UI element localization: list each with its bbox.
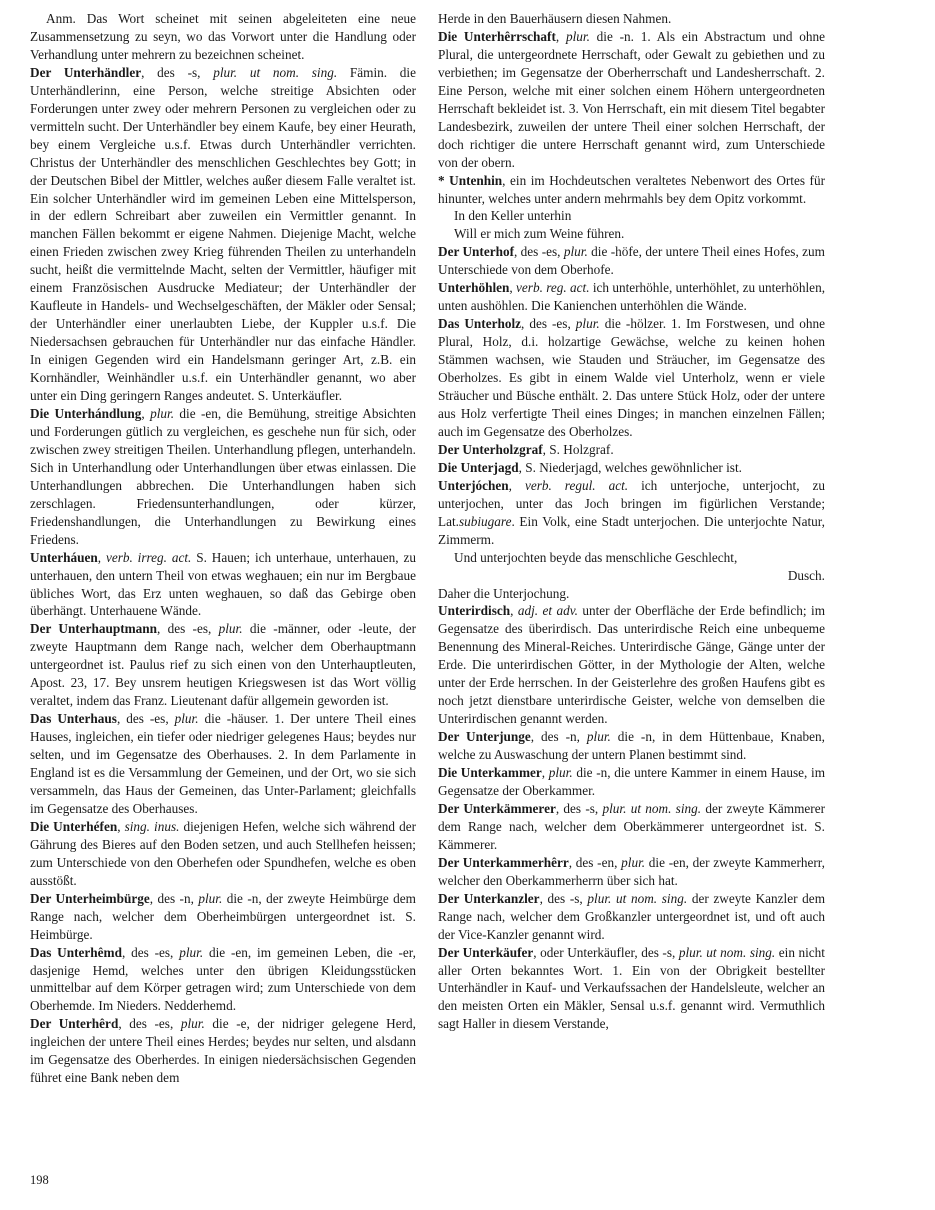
dictionary-entry <box>438 279 825 315</box>
dictionary-entry <box>438 602 825 728</box>
entry-text: ich unterhöhle, unterhöhlet, zu unterhöhlen, unten aushöhlen. Die Kanienchen unterhöhlen die Wände. <box>438 280 826 314</box>
entry-inflection: , des -es, <box>121 944 180 960</box>
entry-inflection: , des -s, <box>539 890 588 906</box>
dictionary-entry <box>30 64 416 405</box>
dictionary-entry <box>438 728 825 764</box>
headword: Der Unterhêrd <box>30 1016 119 1032</box>
grammar-label: plur. <box>150 405 175 421</box>
entry-text: die -männer, oder -leute, der zweyte Hauptmann dem Range nach, welcher dem Oberhauptmann untergeordnet ist. Paulus rief zu sich einen von den Unterhauptleuten, Apost. 23, 17. Bey unsrem heutigen Kriegswesen ist das Wort völlig veraltet, indem das Franz. Lieutenant dafür allgemein geworden ist. <box>30 621 416 709</box>
dictionary-entry <box>438 944 825 1034</box>
dictionary-entry <box>438 441 825 459</box>
entry-text: , S. Niederjagd, welches gewöhnlicher ist. <box>518 459 742 475</box>
dictionary-entry <box>30 890 416 944</box>
entry-inflection: , <box>141 405 151 421</box>
headword: Unterháuen <box>30 549 98 565</box>
right-column <box>438 10 825 1033</box>
entry-text: . Ein Volk, eine Stadt unterjochen. Die unterjochte Natur, Zimmerm. <box>438 513 825 547</box>
entry-text: , S. Holzgraf. <box>542 441 614 457</box>
entry-text: die -n. 1. Als ein Abstractum und ohne Plural, die untergeordnete Herrschaft, oder Gewalt zu gebiethen und zu verbiethen; im Gegensatze der Oberherrschaft und Landesherrschaft. 2. Eine Person, welche mit einer solchen einem Höhern untergeordneten Herrschaft bekleidet ist. 3. Von Herrschaft, ein mit diesem Titel begabter Landesbezirk, zuweilen der untere Theil einer solchen Herrschaft, der doch richtiger die untere Herrschaft genannt wird, zum Unterschiede von der obern. <box>438 28 825 170</box>
headword: Der Unterhändler <box>30 64 142 80</box>
entry-text: unter der Oberfläche der Erde befindlich; im Gegensatze des überirdisch. Das unterirdische Reich eine unbequeme Benennung des Mineral-Reiches. Unterirdische Gänge, Gänge unter der Erde. Die unterirdischen Götter, in der Mythologie der Alten, welche unter der Erde herrschen. In der Geisterlehre des großen Haufens gibt es noch jetzt dienstbare unterirdische Geister, welche von demselben die Unterirdischen genannt werden. <box>438 603 825 727</box>
dictionary-entry <box>30 620 416 710</box>
dictionary-entry <box>438 243 825 279</box>
attribution <box>438 567 825 585</box>
entry-inflection: , <box>508 477 525 493</box>
entry-text: die -en, im gemeinen Leben, die -er, dasjenige Hemd, welches unter den übrigen Kleidungsstücken unmittelbar auf dem Körper getragen wird; zum Unterschiede von dem Oberhemde. Im Nieders. Nedderhemd. <box>30 944 416 1014</box>
headword: Die Unterhándlung <box>30 405 142 421</box>
entry-text: der zweyte Kanzler dem Range nach, welcher dem Großkanzler untergeordnet ist, und oft auch der Vice-Kanzler genannt wird. <box>438 890 825 942</box>
left-column <box>30 10 416 1087</box>
entry-inflection: , <box>555 28 566 44</box>
entry-inflection: , des -es, <box>116 711 175 727</box>
entry-text: Anm. Das Wort scheinet mit seinen abgeleiteten eine neue Zusammensetzung zu seyn, wo das Vorwort unter die Handlung oder Verhandlung unter mehrern zu bezeichnen scheinet. <box>30 11 416 62</box>
dictionary-entry <box>438 800 825 854</box>
grammar-label: plur. ut nom. sing. <box>587 890 688 906</box>
dictionary-entry <box>438 10 825 28</box>
grammar-label: plur. <box>179 944 204 960</box>
dictionary-entry <box>438 28 825 172</box>
headword: Der Unterhauptmann <box>30 621 158 637</box>
dictionary-entry <box>438 585 825 603</box>
grammar-label: plur. <box>621 854 646 870</box>
grammar-label: plur. <box>198 890 223 906</box>
headword: Der Unterkanzler <box>438 890 540 906</box>
verse-line <box>438 207 825 225</box>
entry-inflection: , des -en, <box>568 854 622 870</box>
headword: Das Unterholz <box>438 316 522 332</box>
entry-text: Fämin. die Unterhändlerinn, eine Person, welche streitige Absichten oder Forderungen unter zwey oder mehrern Personen zu vergleichen oder zu vermitteln sucht. Der Unterhändler bey einem Kaufe, bey einer Heurath, bey einem Vergleiche u.s.f. Etwas durch Unterhändler verrichten. Christus der Unterhändler des menschlichen Geschlechtes bey Gott; in der Deutschen Bibel der Mittler, welches außer diesem Falle veraltet ist. Ein solcher Unterhändler wird im gemeinen Leben eine Mittelsperson, in der edlern Schreibart aber zuweilen ein Vermittler genannt. In manchen Fällen bekommt er eigene Nahmen. Diejenige Macht, welche einen Frieden zwischen zwey Krieg führenden Theilen zu unterhandeln sucht, heißt die vermittelnde Macht, selten der Vermittler, häufiger mit einem Französischen Ausdrucke Mediateur; der Unterhändler der Kaufleute in Handels- und Wechselgeschäften, der Mäkler oder Sensal; der Unterhändler einer unerlaubten Liebe, der Kuppler u.s.f. Die Niedersachsen gebrauchen für Unterhändler nur das einfache Händler. In einigen Gegenden wird ein Handelsmann geringer Art, z.B. ein Kornhändler, Weinhändler u.s.f. ein Unterhändler genannt, wo aber unter ein Ding geringern Ranges andeutet. S. Unterkäufler. <box>30 64 416 404</box>
headword: Unterhöhlen <box>438 280 510 296</box>
grammar-label: plur. ut nom. sing. <box>678 944 776 960</box>
entry-inflection: , <box>510 603 518 619</box>
entry-text: der zweyte Kämmerer dem Range nach, welcher dem Oberkämmerer untergeordnet ist. S. Kämmerer. <box>438 800 825 852</box>
entry-inflection: , oder Unterkäufler, des -s, <box>533 944 679 960</box>
entry-inflection: , des -s, <box>141 64 214 80</box>
entry-text: die -höfe, der untere Theil eines Hofes, zum Unterschiede von dem Oberhofe. <box>438 244 825 278</box>
verse-line <box>438 225 825 243</box>
grammar-label: adj. et adv. <box>517 603 578 619</box>
entry-text: die -hölzer. 1. Im Forstwesen, und ohne Plural, Holz, d.i. holzartige Gewächse, welche zu keinen hohen Stämmen wachsen, wie Stauden und Sträucher, im Gegensatze des Oberholzes. Es gibt in einem Walde viel Unterholz, wenn er viele Sträucher und Büsche enthält. 2. Das untere Stück Holz, oder der untere aus Holz verfertigte Theil eines Dinges; in manchen einzelnen Fällen; auch im Gegensatze des Oberholzes. <box>438 316 825 439</box>
dictionary-entry <box>438 477 825 549</box>
headword: Die Unterhéfen <box>30 818 118 834</box>
grammar-label: plur. <box>563 244 588 260</box>
entry-text: die -n, in dem Hüttenbaue, Knaben, welche zu Auswaschung der untern Planen bestimmt sind. <box>438 729 825 763</box>
entry-text: die -n, der zweyte Heimbürge dem Range nach, welcher dem Oberheimbürgen untergeordnet ist. S. Heimbürge. <box>30 890 416 942</box>
dictionary-entry <box>438 315 825 441</box>
grammar-label: plur. <box>586 729 611 745</box>
headword: Der Unterkäufer <box>438 944 534 960</box>
entry-text: die -en, die Bemühung, streitige Absichten und Forderungen gütlich zu vergleichen, es geschehe nun für sich, oder zwischen zwey streitigen Theilen. Unterhandlung pflegen, unterhandeln. Sich in Unterhandlung oder Unterhandlungen über etwas einlassen. Die Unterhandlungen abbrechen. Die Unterhandlungen haben sich zerschlagen. Friedensunterhandlungen, oder kürzer, Friedenshandlungen, die Unterhandlungen zu Bewirkung eines Friedens. <box>30 405 416 547</box>
entry-inflection: , des -es, <box>157 621 219 637</box>
headword: Die Unterkammer <box>438 765 542 781</box>
entry-inflection: , des -n, <box>149 890 199 906</box>
grammar-label: verb. regul. act. <box>524 477 629 493</box>
entry-inflection: , des -s, <box>555 800 603 816</box>
entry-text: Daher die Unterjochung. <box>438 585 570 601</box>
entry-text: Und unterjochten beyde das menschliche Geschlecht, <box>454 549 738 565</box>
entry-text: diejenigen Hefen, welche sich während der Gährung des Bieres auf den Boden setzen, und auch Stellhefen heissen; zum Unterschiede von den Oberhefen oder Spundhefen, welche es oben ausstößt. <box>30 818 417 888</box>
dictionary-entry <box>438 890 825 944</box>
headword: Der Unterjunge <box>438 729 531 745</box>
entry-text: , ein im Hochdeutschen veraltetes Nebenwort des Ortes für hinunter, welches unter andern mehrmahls bey dem Opitz vorkommt. <box>438 172 825 206</box>
grammar-label: plur. ut nom. sing. <box>213 64 338 80</box>
headword: Die Unterjagd <box>438 459 519 475</box>
entry-inflection: , <box>117 818 125 834</box>
dictionary-entry <box>438 172 825 208</box>
headword: Das Unterhêmd <box>30 944 122 960</box>
dictionary-entry <box>438 764 825 800</box>
dictionary-entry <box>30 10 416 64</box>
headword: Unterjóchen <box>438 477 509 493</box>
headword: Der Unterholzgraf <box>438 441 543 457</box>
entry-text: die -n, die untere Kammer in einem Hause, im Gegensatze der Oberkammer. <box>438 765 825 798</box>
headword: Die Unterhêrrschaft <box>438 28 556 44</box>
entry-text: S. Hauen; ich unterhaue, unterhauen, zu unterhauen, den untern Theil von etwas weghauen; ein nur im Bergbaue übliches Wort, das Erz unten weghauen, so daß das Gebirge oben überhängt. Unterhauene Wände. <box>30 549 416 619</box>
headword: Der Unterkämmerer <box>438 800 556 816</box>
grammar-label: plur. <box>548 765 573 781</box>
verse-line <box>438 549 825 567</box>
dictionary-entry <box>30 405 416 549</box>
entry-inflection: , <box>97 549 106 565</box>
dictionary-entry <box>30 944 416 1016</box>
grammar-label: plur. <box>575 316 600 332</box>
grammar-label: sing. inus. <box>124 818 180 834</box>
headword: Das Unterhaus <box>30 711 117 727</box>
latin-term: subiugare <box>458 513 512 529</box>
entry-text: In den Keller unterhin <box>454 208 572 224</box>
entry-inflection: , des -es, <box>513 244 564 260</box>
headword: Der Unterkammerhêrr <box>438 854 569 870</box>
grammar-label: verb. reg. act. <box>516 280 590 296</box>
dictionary-entry <box>30 549 416 621</box>
headword: Unterirdisch <box>438 603 511 619</box>
headword: Der Unterhof <box>438 244 514 260</box>
entry-text: die -en, der zweyte Kammerherr, welcher den Oberkammerherrn über sich hat. <box>438 854 825 888</box>
dictionary-entry <box>30 818 416 890</box>
entry-text: Herde in den Bauerhäusern diesen Nahmen. <box>438 11 672 26</box>
grammar-label: verb. irreg. act. <box>105 549 192 565</box>
entry-text: Will er mich zum Weine führen. <box>454 226 625 242</box>
dictionary-entry <box>30 710 416 818</box>
entry-inflection: , des -es, <box>118 1016 181 1032</box>
dictionary-entry <box>438 459 825 477</box>
entry-text: Dusch. <box>787 567 825 583</box>
entry-inflection: , <box>509 280 517 296</box>
dictionary-entry <box>30 1015 416 1087</box>
grammar-label: plur. <box>174 711 199 727</box>
entry-inflection: , des -es, <box>521 316 576 332</box>
grammar-label: plur. ut nom. sing. <box>602 800 702 816</box>
entry-text: die -häuser. 1. Der untere Theil eines Hauses, ingleichen, ein tiefer oder niedriger gelegenes Haus; beydes nur selten, und im Gegensatze des Oberhauses. 2. In dem Parlamente in England ist es die Versammlung der Gemeinen, und der Ort, wo sie sich versammeln, das Haus der Gemeinen, das Unter-Parlament; gleichfalls im Gegensatze des Oberhauses. <box>30 711 416 816</box>
entry-text: ein nicht aller Orten bekanntes Wort. 1. Ein von der Obrigkeit bestellter Unterhändler in Kauf- und Verkaufssachen der Handelsleute, welcher an den meisten Orten ein Mäkler, Sensal u.s.f. genannt wird. Vermuthlich sagt Haller in diesem Verstande, <box>438 944 825 1032</box>
grammar-label: plur. <box>180 1016 205 1032</box>
headword: Der Unterheimbürge <box>30 890 150 906</box>
entry-text: die -e, der nidriger gelegene Herd, ingleichen der untere Theil eines Herdes; beydes nur selten, und alsdann im Gegensatze des Oberherdes. In einigen niedersächsischen Gegenden führet eine Bank neben dem <box>30 1016 416 1086</box>
headword: * Untenhin <box>438 172 503 188</box>
grammar-label: plur. <box>218 621 243 637</box>
grammar-label: plur. <box>565 28 590 44</box>
page-number: 198 <box>30 1173 49 1187</box>
entry-inflection: , <box>541 765 549 781</box>
dictionary-entry <box>438 854 825 890</box>
entry-text: ich unterjoche, unterjocht, zu unterjochen, unter das Joch bringen im figürlichen Verstande; Lat. <box>438 477 825 529</box>
entry-inflection: , des -n, <box>530 729 587 745</box>
